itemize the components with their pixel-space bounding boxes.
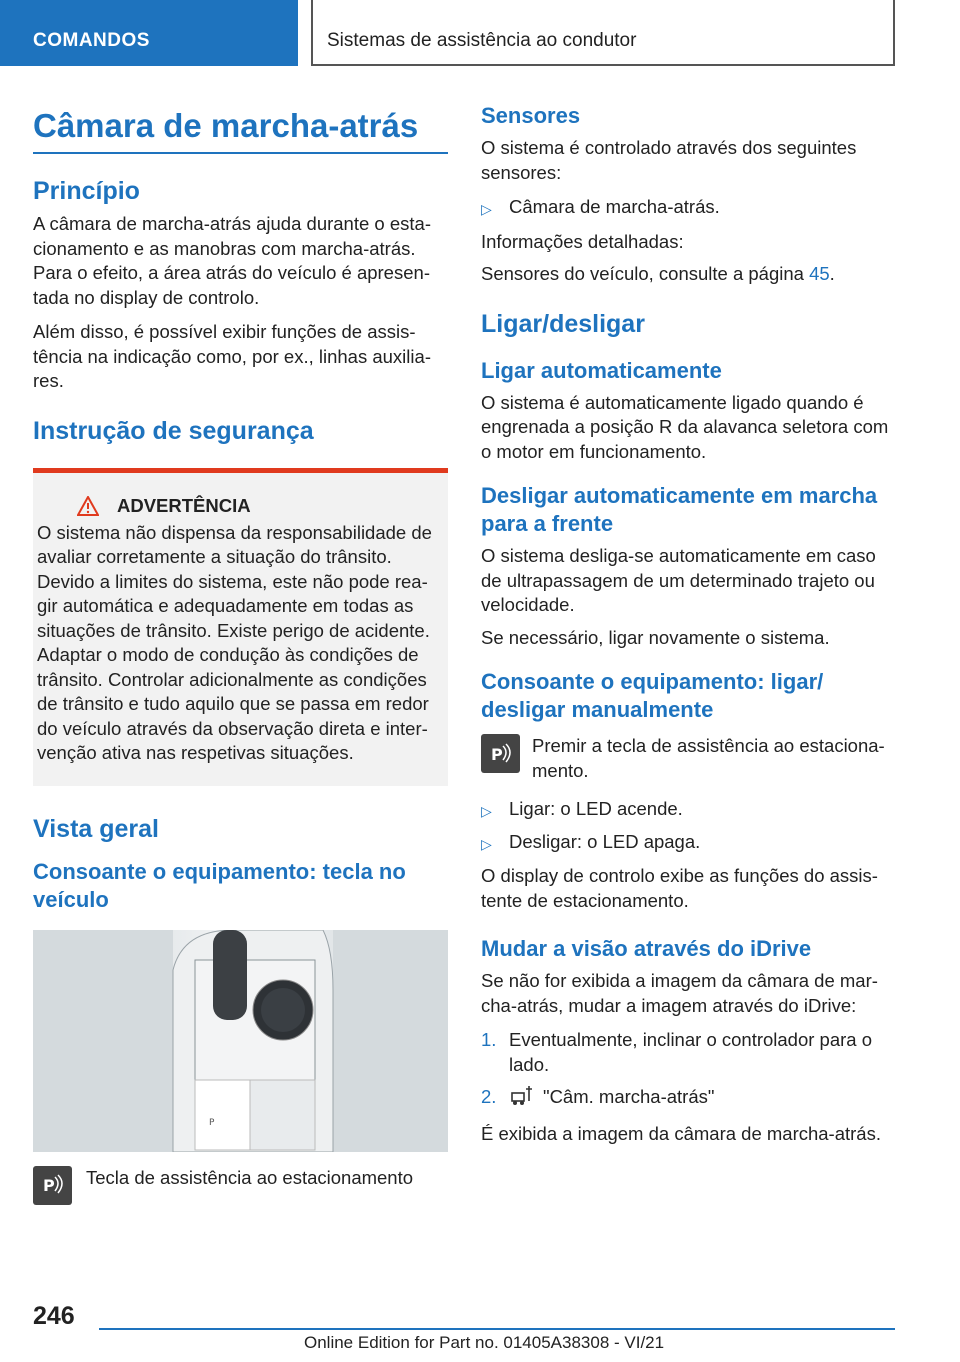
warning-box [33, 468, 448, 786]
sensores-item: Câmara de marcha-atrás. [509, 196, 720, 217]
bullet-triangle-icon: ▷ [481, 201, 492, 217]
step-item [481, 1028, 896, 1077]
seguranca-heading: Instrução de segurança [33, 416, 314, 445]
manual-item-2: Desligar: o LED apaga. [509, 830, 701, 852]
warning-header [37, 495, 440, 517]
edition-footer: Online Edition for Part no. 01405A38308 - VI/21 [99, 1328, 895, 1353]
manual-text-2: O display de controlo exibe as funções do assistente de estacionamento. [481, 865, 878, 911]
idrive-result: É exibida a imagem da câmara de marcha-atrás. [481, 1122, 881, 1144]
bullet-triangle-icon: ▷ [481, 803, 492, 819]
sensores-ref [481, 262, 896, 287]
principio-text-2: Além disso, é possível exibir funções de assistência na indicação como, por ex., linhas auxiliares. [33, 321, 431, 391]
park-assist-button-icon [33, 1166, 72, 1205]
idrive-heading: Mudar a visão através do iDrive [481, 936, 812, 961]
step-text: Eventualmente, inclinar o controlador para o lado. [509, 1029, 873, 1075]
page-title: Câmara de marcha-atrás [33, 104, 448, 154]
step-number: 2. [481, 1086, 497, 1107]
warning-title: ADVERTÊNCIA [117, 494, 251, 516]
step-number: 1. [481, 1029, 497, 1050]
step-item [481, 1085, 896, 1114]
desligar-heading: Desligar automaticamente em marcha para a frente [481, 483, 878, 536]
console-photo [33, 930, 448, 1152]
sensores-ref-text: Sensores do veículo, consulte a página [481, 263, 810, 284]
sensores-heading: Sensores [481, 103, 581, 128]
section-tab: COMANDOS [0, 0, 298, 66]
camera-icon [509, 1085, 543, 1114]
svg-text:P: P [42, 1176, 55, 1195]
gear-selector-illustration [33, 930, 448, 1152]
vista-subheading: Consoante o equipamento: tecla no veículo [33, 858, 406, 912]
manual-text: Premir a tecla de assistência ao estacionamento. [532, 735, 885, 781]
principio-text-1: A câmara de marcha-atrás ajuda durante o estacionamento e as manobras com marcha-atrás. Para o efeito, a área atrás do veículo é apresentada no display de controlo. [33, 213, 431, 308]
warning-triangle-icon [77, 496, 99, 516]
sensores-ref-end: . [829, 263, 835, 284]
vista-heading: Vista geral [33, 814, 160, 843]
sensores-info: Informações detalhadas: [481, 230, 684, 252]
caption-row [33, 1166, 448, 1205]
page-link[interactable]: 45 [809, 263, 830, 284]
desligar-text-2: Se necessário, ligar novamente o sistema. [481, 626, 830, 648]
ligar-heading: Ligar/desligar [481, 309, 645, 338]
manual-heading: Consoante o equipamento: ligar/ desligar manualmente [481, 669, 824, 722]
svg-text:P: P [209, 1117, 215, 1128]
auto-heading: Ligar automaticamente [481, 357, 722, 383]
manual-row [481, 734, 896, 783]
step-text: "Câm. marcha-atrás" [543, 1086, 715, 1107]
desligar-text: O sistema desliga-se automaticamente em caso de ultrapassagem de um determinado trajeto ou velocidade. [481, 545, 876, 615]
warning-text: O sistema não dispensa da responsabilidade de avaliar corretamente a situação do trânsito. Devido a limites do sistema, este não pode reagir automática e adequadamente em todas as situações de trânsito. Existe perigo de acidente. Adaptar o modo de condução às condições de trânsito. Controlar adicionalmente as condições de trânsito e tudo aquilo que se passa em redor do veículo através da observação direta e intervenção ativa nas respetivas situações. [37, 521, 432, 763]
svg-text:P: P [490, 744, 503, 764]
sensores-text: O sistema é controlado através dos seguintes sensores: [481, 137, 857, 183]
bullet-triangle-icon: ▷ [481, 835, 492, 852]
list-item [481, 797, 896, 824]
left-column [33, 100, 448, 1205]
auto-text: O sistema é automaticamente ligado quando é engrenada a posição R da alavanca seletora com o motor em funcionamento. [481, 391, 889, 462]
page-number: 246 [33, 1302, 75, 1330]
chapter-title: Sistemas de assistência ao condutor [311, 0, 895, 66]
idrive-text: Se não for exibida a imagem da câmara de marcha-atrás, mudar a imagem através do iDrive: [481, 970, 878, 1016]
photo-caption: Tecla de assistência ao estacionamento [86, 1166, 414, 1188]
right-column [481, 100, 896, 1146]
list-item [481, 195, 896, 222]
list-item [481, 830, 896, 857]
park-assist-button-icon [481, 734, 520, 773]
manual-item-1: Ligar: o LED acende. [509, 798, 683, 819]
principio-heading: Princípio [33, 177, 140, 205]
